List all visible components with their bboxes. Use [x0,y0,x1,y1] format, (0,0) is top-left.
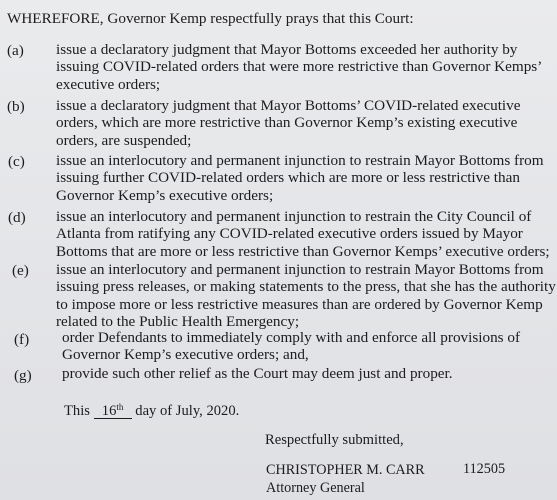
date-day-blank [94,400,132,419]
item-line: Bottoms that are more or less restrictive than Governor Kemps’ executive orders; [56,242,550,260]
date-day-suffix: th [116,402,124,412]
item-line: issue an interlocutory and permanent injunction to restrain the City Council of [56,208,532,225]
item-line: issuing COVID-related orders that were more restrictive than Governor Kemps’ [56,58,543,76]
item-text [56,261,555,331]
wherefore-intro: WHEREFORE, Governor Kemp respectfully prays that this Court: [7,10,414,27]
item-line: issuing press releases, or making statements to the press, that she has the authority [56,278,556,296]
item-marker: (d) [8,209,26,226]
item-line: orders, which are more restrictive than Governor Kemp’s existing executive [56,114,518,132]
item-marker: (a) [7,42,24,59]
dateline-suffix: day of July, 2020. [135,403,240,419]
item-marker: (g) [14,367,32,384]
item-marker: (b) [7,98,25,115]
dateline [64,400,239,420]
item-line: orders, are suspended; [56,131,192,149]
item-text [56,152,555,204]
item-line: to impose more or less restrictive measures than are ordered by Governor Kemp [56,295,543,313]
item-text [62,365,555,382]
item-text [56,41,555,93]
item-marker: (e) [12,262,29,279]
item-line: issue an interlocutory and permanent injunction to restrain Mayor Bottoms from [56,152,544,169]
item-line: related to the Public Health Emergency; [56,313,300,331]
item-line: Atlanta from ratifying any COVID-related executive orders issued by Mayor [56,225,523,243]
item-line: issue an interlocutory and permanent injunction to restrain Mayor Bottoms from [56,261,544,278]
item-line: Governor Kemp’s executive orders; [56,186,274,204]
item-line: order Defendants to immediately comply with and enforce all provisions of [62,329,521,346]
item-line: issue a declaratory judgment that Mayor Bottoms’ COVID-related executive [56,97,521,114]
item-line: issuing further COVID-related orders which are more or less restrictive than [56,169,520,187]
item-line: Governor Kemp’s executive orders; and, [62,346,309,364]
bar-number: 112505 [463,461,506,477]
closing-text: Respectfully submitted, [265,432,404,448]
signer-name: CHRISTOPHER M. CARR [266,462,425,478]
item-line: issue a declaratory judgment that Mayor Bottoms exceeded her authority by [56,41,518,58]
item-marker: (f) [14,331,30,348]
item-text [62,329,555,364]
item-text [56,97,555,149]
signer-title: Attorney General [266,480,365,496]
item-marker: (c) [8,153,25,170]
date-day-number: 16 [101,403,117,419]
item-line: executive orders; [56,75,161,93]
item-line: provide such other relief as the Court may deem just and proper. [62,365,453,382]
item-text [56,208,555,260]
dateline-prefix: This [64,403,90,419]
